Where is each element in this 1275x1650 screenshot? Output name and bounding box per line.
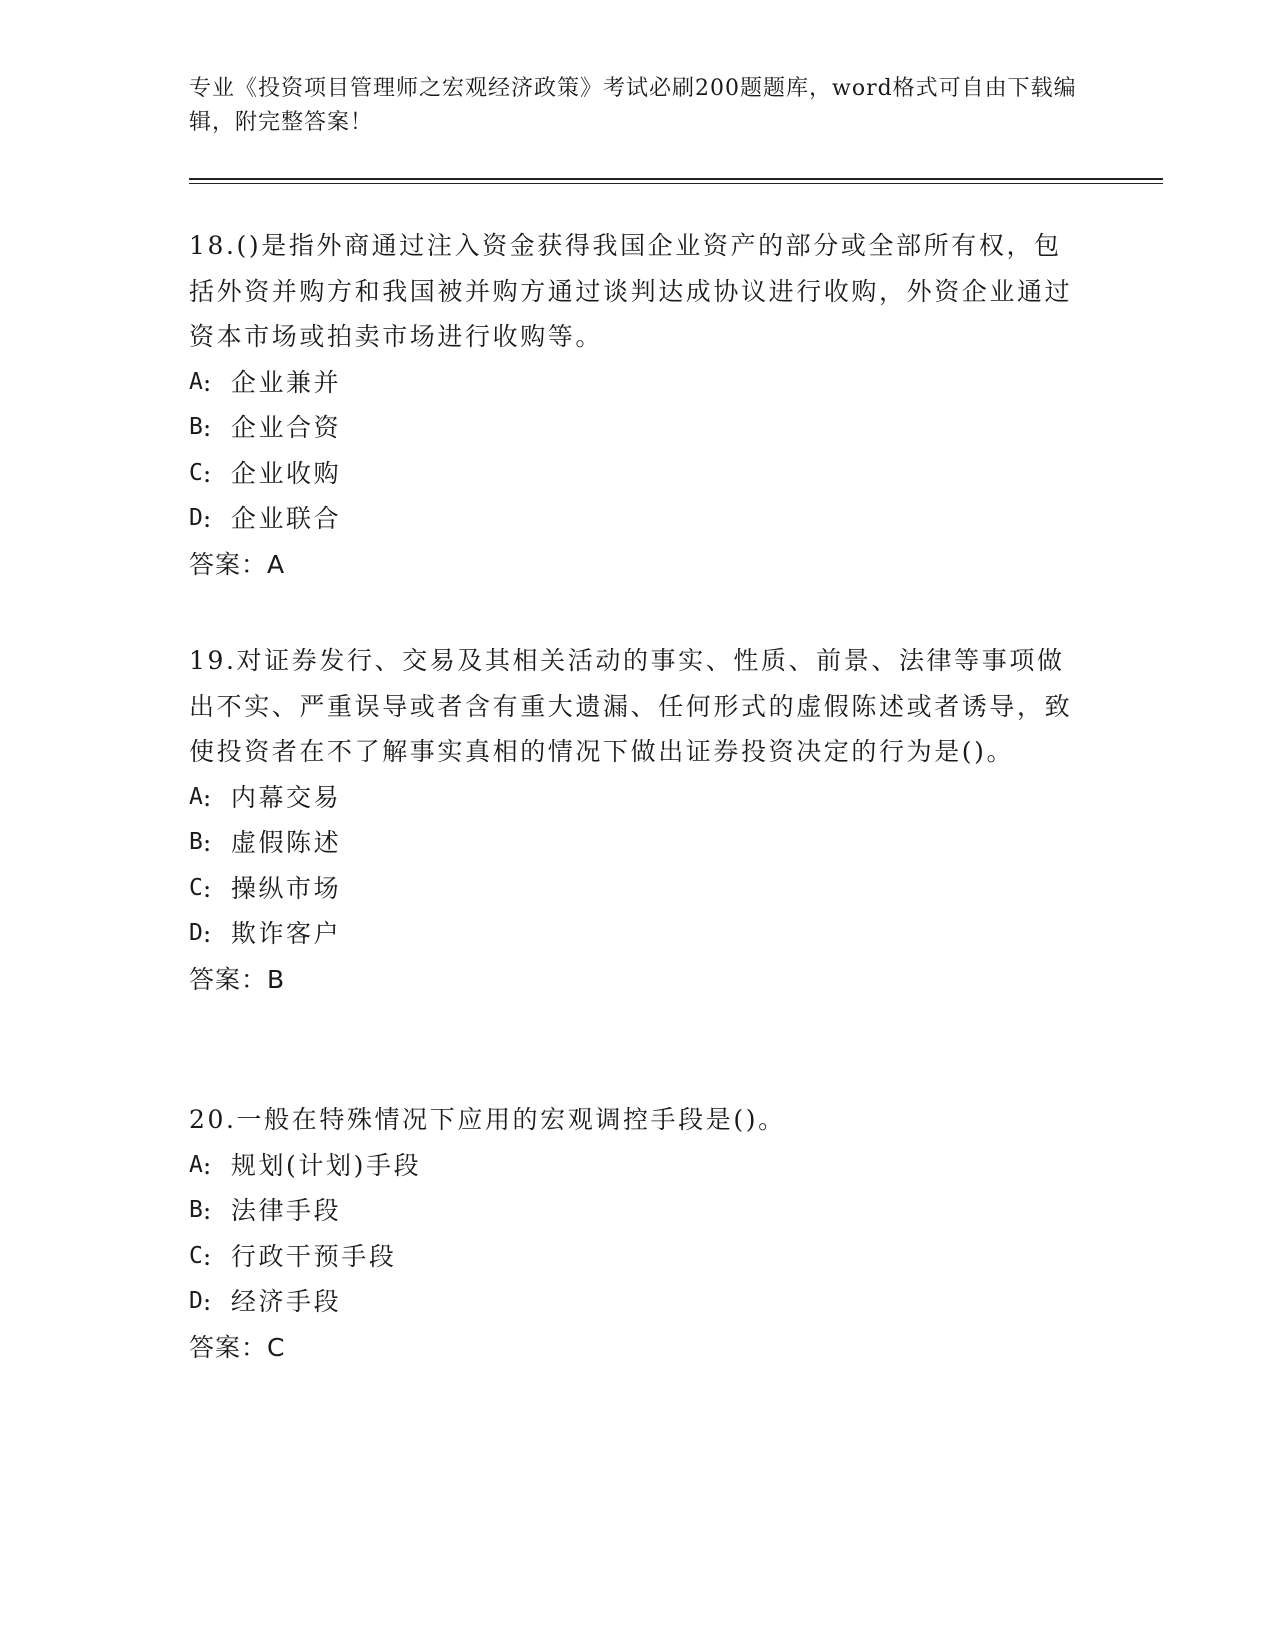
option-separator: : bbox=[202, 919, 214, 948]
option-separator: : bbox=[202, 413, 214, 442]
question-stem: 18.()是指外商通过注入资金获得我国企业资产的部分或全部所有权，包括外资并购方和我国被并购方通过谈判达成协议进行收购，外资企业通过资本市场或拍卖市场进行收购等。 bbox=[189, 231, 1073, 351]
question-18 bbox=[189, 223, 1089, 588]
option-b bbox=[189, 405, 1089, 451]
header-divider-thin bbox=[189, 183, 1163, 184]
option-d bbox=[189, 1279, 1089, 1325]
option-text: 法律手段 bbox=[230, 1196, 342, 1225]
option-separator: : bbox=[202, 782, 214, 812]
option-letter: A bbox=[189, 1151, 203, 1178]
option-letter: B bbox=[189, 829, 203, 855]
option-text: 规划(计划)手段 bbox=[230, 1150, 422, 1180]
option-text: 内幕交易 bbox=[230, 782, 342, 812]
option-text: 企业联合 bbox=[230, 504, 342, 533]
option-letter: C bbox=[189, 459, 203, 486]
option-text: 欺诈客户 bbox=[230, 919, 342, 948]
question-stem: 19.对证券发行、交易及其相关活动的事实、性质、前景、法律等事项做出不实、严重误导或者含有重大遗漏、任何形式的虚假陈述或者诱导，致使投资者在不了解事实真相的情况下做出证券投资决定的行为是()。 bbox=[189, 646, 1073, 766]
option-text: 虚假陈述 bbox=[230, 828, 342, 857]
option-separator: : bbox=[202, 1287, 214, 1316]
question-stem: 20.一般在特殊情况下应用的宏观调控手段是()。 bbox=[189, 1105, 786, 1134]
document-header: 专业《投资项目管理师之宏观经济政策》考试必刷200题题库，word格式可自由下载编辑，附完整答案！ bbox=[189, 76, 1077, 135]
question-19 bbox=[189, 638, 1089, 1003]
option-a bbox=[189, 360, 1089, 406]
option-letter: A bbox=[189, 783, 203, 810]
answer-line: 答案：C bbox=[189, 1332, 286, 1362]
option-text: 企业合资 bbox=[230, 413, 342, 442]
option-c bbox=[189, 451, 1089, 497]
option-separator: : bbox=[202, 1150, 214, 1180]
option-c bbox=[189, 1234, 1089, 1280]
header-divider-thick bbox=[189, 178, 1163, 180]
answer-line: 答案：A bbox=[189, 549, 286, 579]
option-letter: C bbox=[189, 1242, 203, 1269]
option-letter: B bbox=[189, 1197, 203, 1223]
option-b bbox=[189, 1188, 1089, 1234]
option-letter: A bbox=[189, 368, 203, 395]
option-text: 企业兼并 bbox=[230, 367, 342, 397]
option-b bbox=[189, 820, 1089, 866]
option-separator: : bbox=[202, 828, 214, 857]
option-text: 企业收购 bbox=[230, 458, 342, 488]
option-a bbox=[189, 775, 1089, 821]
option-letter: D bbox=[189, 505, 203, 531]
option-d bbox=[189, 911, 1089, 957]
option-text: 操纵市场 bbox=[230, 873, 342, 903]
option-separator: : bbox=[202, 504, 214, 533]
answer-line: 答案：B bbox=[189, 964, 286, 994]
option-d bbox=[189, 496, 1089, 542]
option-a bbox=[189, 1143, 1089, 1189]
option-separator: : bbox=[202, 458, 214, 488]
option-separator: : bbox=[202, 1241, 214, 1271]
option-text: 行政干预手段 bbox=[230, 1241, 397, 1271]
option-letter: D bbox=[189, 1288, 203, 1314]
option-separator: : bbox=[202, 1196, 214, 1225]
option-letter: D bbox=[189, 920, 203, 946]
option-letter: C bbox=[189, 874, 203, 901]
option-text: 经济手段 bbox=[230, 1287, 342, 1316]
option-separator: : bbox=[202, 367, 214, 397]
option-letter: B bbox=[189, 414, 203, 440]
option-separator: : bbox=[202, 873, 214, 903]
option-c bbox=[189, 866, 1089, 912]
question-20 bbox=[189, 1097, 1089, 1371]
